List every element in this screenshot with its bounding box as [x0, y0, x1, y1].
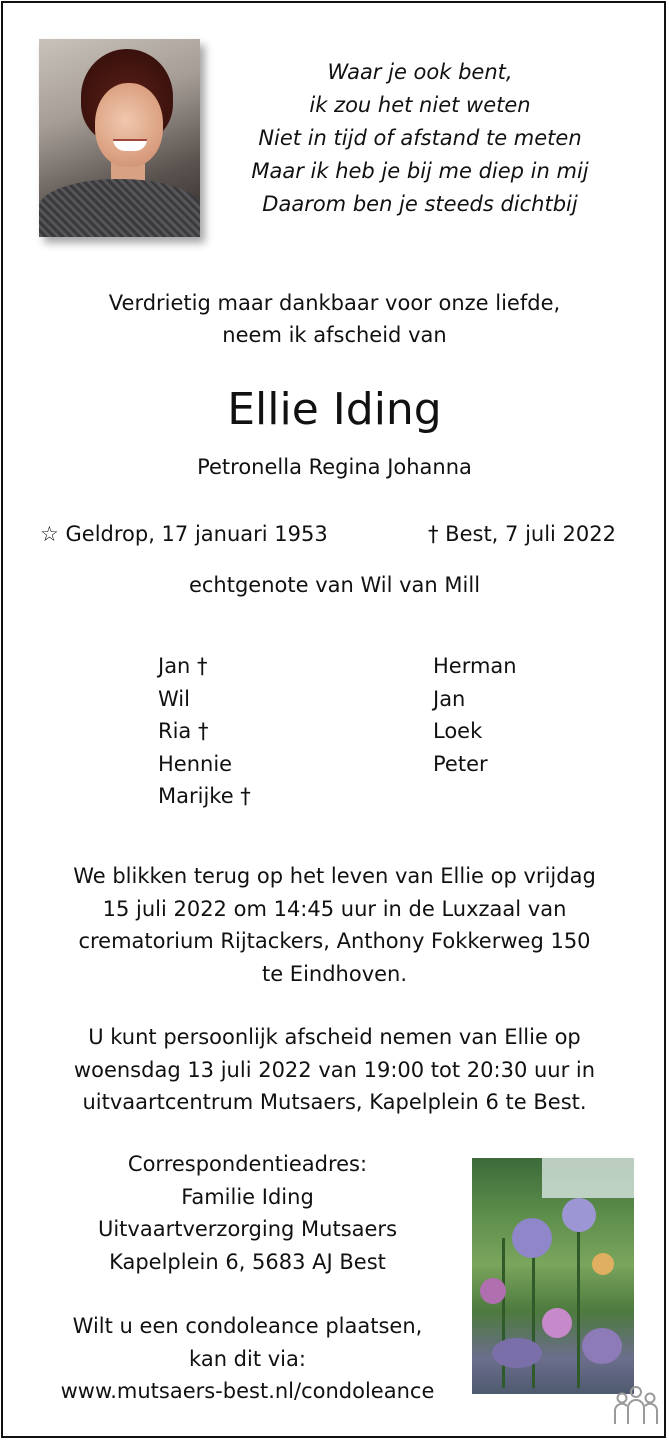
- deceased-name: Ellie Iding: [227, 384, 442, 435]
- condolence-link[interactable]: www.mutsaers-best.nl/condoleance: [60, 1379, 435, 1403]
- family-list-right: [433, 650, 517, 780]
- family-member: Jan: [433, 686, 466, 711]
- family-member: Jan †: [158, 654, 208, 678]
- ceremony-text: [0, 860, 669, 990]
- ceremony-line: te Eindhoven.: [261, 961, 408, 986]
- visitation-line: uitvaartcentrum Mutsaers, Kapelplein 6 te Best.: [82, 1090, 587, 1114]
- intro-line: neem ik afscheid van: [222, 323, 447, 347]
- intro-line: Verdrietig maar dankbaar voor onze liefde,: [108, 291, 561, 315]
- visitation-line: woensdag 13 juli 2022 van 19:00 tot 20:30 uur in: [73, 1057, 596, 1082]
- ceremony-line: We blikken terug op het leven van Ellie op vrijdag: [73, 864, 596, 888]
- correspondence-line: Familie Iding: [181, 1184, 314, 1209]
- garden-bloom: [512, 1218, 552, 1258]
- family-list-left: [158, 650, 251, 813]
- poem: [220, 56, 620, 221]
- garden-bloom: [492, 1338, 542, 1368]
- visitation-line: U kunt persoonlijk afscheid nemen van Ellie op: [88, 1025, 581, 1049]
- portrait-face: [95, 83, 163, 167]
- family-member: Hennie: [158, 751, 233, 776]
- condolence-line: Wilt u een condoleance plaatsen,: [72, 1314, 423, 1338]
- poem-line: Daarom ben je steeds dichtbij: [262, 192, 578, 216]
- condolence-info: [40, 1310, 455, 1408]
- garden-bloom: [562, 1198, 596, 1232]
- visitation-text: [0, 1021, 669, 1119]
- poem-line: ik zou het niet weten: [309, 93, 531, 117]
- intro-text: [0, 287, 669, 351]
- poem-line: Niet in tijd of afstand te meten: [258, 126, 582, 150]
- garden-sky: [542, 1158, 634, 1198]
- family-member: Peter: [433, 751, 488, 776]
- garden-bloom: [480, 1278, 506, 1304]
- family-member: Ria †: [158, 719, 209, 743]
- garden-bloom: [582, 1328, 622, 1364]
- correspondence-line: Uitvaartverzorging Mutsaers: [97, 1217, 398, 1241]
- correspondence-address: [40, 1148, 455, 1278]
- garden-bloom: [592, 1253, 614, 1275]
- portrait-photo: [39, 39, 200, 237]
- garden-bloom: [542, 1308, 572, 1338]
- poem-line: Waar je ook bent,: [327, 60, 513, 84]
- birth-info: ☆ Geldrop, 17 januari 1953: [40, 522, 328, 546]
- spouse-info: echtgenote van Wil van Mill: [188, 573, 481, 597]
- portrait-jacket: [39, 179, 200, 237]
- ceremony-line: 15 juli 2022 om 14:45 uur in de Luxzaal van: [102, 896, 567, 921]
- condolence-line: kan dit via:: [189, 1346, 306, 1371]
- family-member: Herman: [433, 654, 517, 678]
- correspondence-line: Kapelplein 6, 5683 AJ Best: [109, 1249, 386, 1274]
- garden-stem: [577, 1228, 580, 1388]
- garden-photo: [472, 1158, 634, 1394]
- full-names: Petronella Regina Johanna: [197, 455, 472, 479]
- death-info: † Best, 7 juli 2022: [428, 522, 616, 546]
- family-logo-icon: [612, 1384, 660, 1426]
- poem-line: Maar ik heb je bij me diep in mij: [251, 159, 589, 183]
- ceremony-line: crematorium Rijtackers, Anthony Fokkerweg 150: [78, 929, 591, 953]
- family-member: Loek: [433, 719, 483, 743]
- family-member: Wil: [158, 686, 190, 711]
- correspondence-line: Correspondentieadres:: [127, 1152, 368, 1176]
- family-member: Marijke †: [158, 784, 251, 808]
